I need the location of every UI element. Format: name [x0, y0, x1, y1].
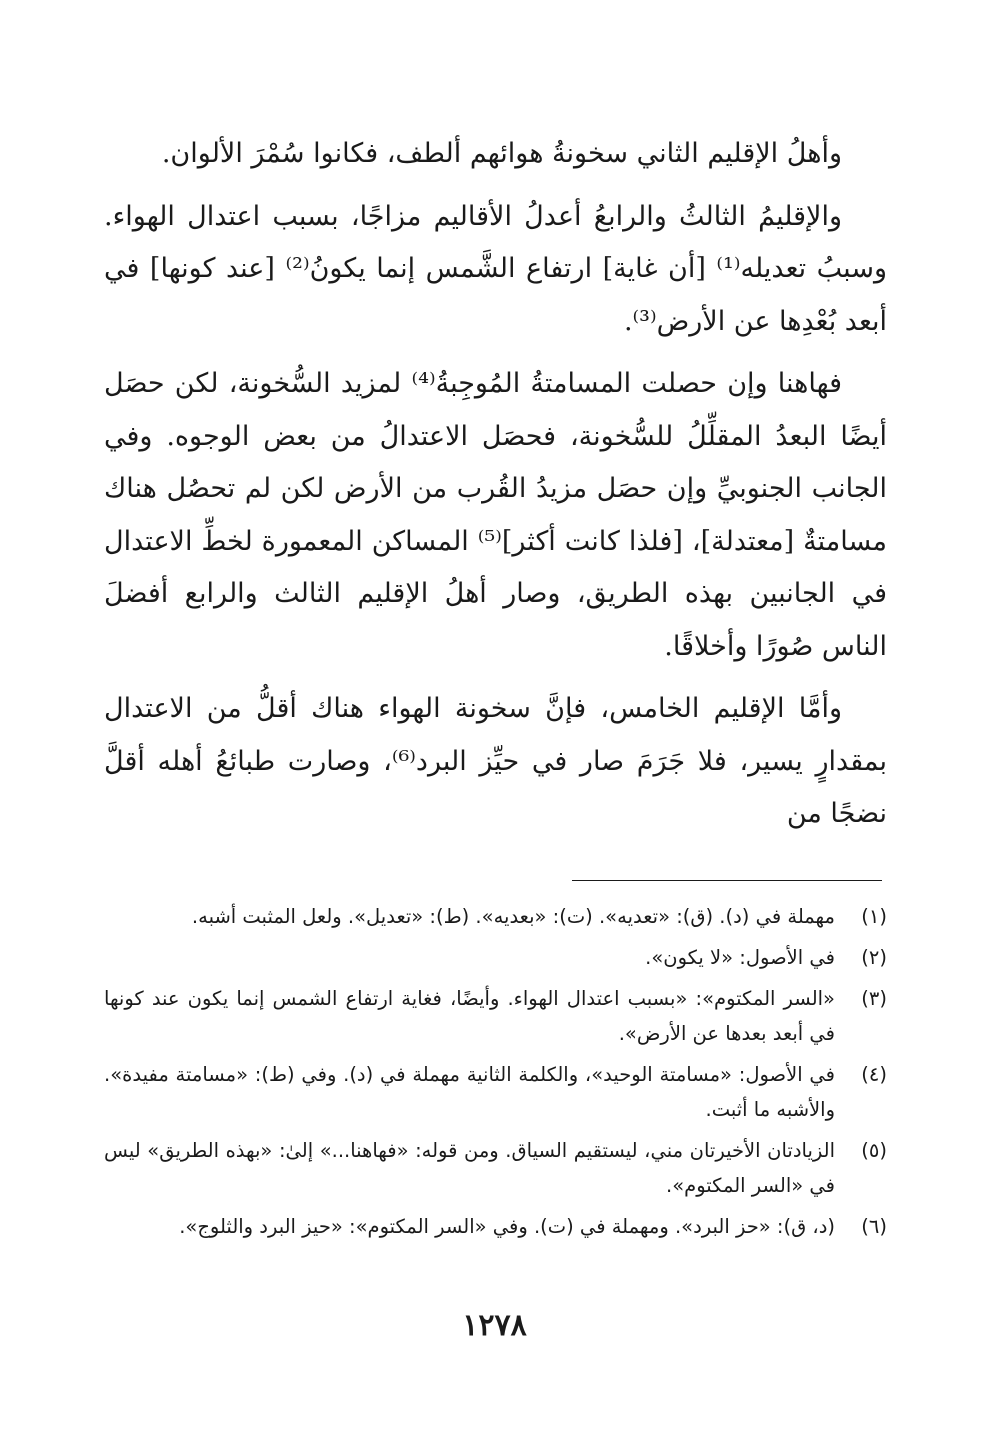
footnote	[104, 1209, 887, 1244]
footnote	[104, 1057, 887, 1127]
main-text	[104, 128, 887, 841]
footnote-number: (١)	[861, 905, 887, 928]
footnote	[104, 981, 887, 1051]
footnote-text: في الأصول: «مسامتة الوحيد»، والكلمة الثانية مهملة في (د). وفي (ط): «مسامتة مفيدة». والأشبه ما أثبت.	[104, 1063, 835, 1121]
footnote-number: (٥)	[861, 1139, 887, 1162]
footnote	[104, 940, 887, 975]
footnote-text: «السر المكتوم»: «بسبب اعتدال الهواء. وأيضًا، فغاية ارتفاع الشمس إنما يكون عند كونها في أبعد بعدها عن الأرض».	[104, 987, 835, 1045]
paragraph: فهاهنا وإن حصلت المسامتةُ المُوجِبةُ⁽⁴⁾ لمزيد السُّخونة، لكن حصَل أيضًا البعدُ المقلِّلُ للسُّخونة، فحصَل الاعتدالُ من بعض الوجوه. وفي الجانب الجنوبيِّ وإن حصَل مزيدُ القُرب من الأرض لكن لم تحصُل هناك مسامتةٌ [معتدلة]، [فلذا كانت أكثر]⁽⁵⁾ المساكن المعمورة لخطِّ الاعتدال في الجانبين بهذه الطريق، وصار أهلُ الإقليم الثالث والرابع أفضلَ الناس صُورًا وأخلاقًا.	[104, 368, 887, 662]
paragraph: وأمَّا الإقليم الخامس، فإنَّ سخونة الهواء هناك أقلُّ من الاعتدال بمقدارٍ يسير، فلا جَرَمَ صار في حيِّز البرد⁽⁶⁾، وصارت طبائعُ أهله أقلَّ نضجًا من	[104, 693, 887, 829]
footnote-text: في الأصول: «لا يكون».	[645, 946, 835, 969]
footnotes	[104, 899, 887, 1250]
footnote-number: (٤)	[861, 1063, 887, 1086]
footnote-number: (٢)	[861, 946, 887, 969]
footnote-number: (٣)	[861, 987, 887, 1010]
footnote-text: (د، ق): «حز البرد». ومهملة في (ت). وفي «السر المكتوم»: «حيز البرد والثلوج».	[179, 1215, 835, 1238]
footnote-number: (٦)	[861, 1215, 887, 1238]
footnote-text: مهملة في (د). (ق): «تعديه». (ت): «بعديه». (ط): «تعديل». ولعل المثبت أشبه.	[191, 905, 835, 928]
footnote	[104, 899, 887, 934]
footnote-divider	[572, 880, 882, 881]
footnote	[104, 1133, 887, 1203]
paragraph: وأهلُ الإقليم الثاني سخونةُ هوائهم ألطف، فكانوا سُمْرَ الألوان.	[161, 138, 842, 169]
page-number: ١٢٧٨	[462, 1308, 527, 1343]
paragraph: والإقليمُ الثالثُ والرابعُ أعدلُ الأقاليم مزاجًا، بسبب اعتدال الهواء. وسببُ تعديله⁽¹⁾ [أن غاية] ارتفاع الشَّمس إنما يكونُ⁽²⁾ [عند كونها] في أبعد بُعْدِها عن الأرض⁽³⁾.	[104, 200, 887, 337]
footnote-text: الزيادتان الأخيرتان مني، ليستقيم السياق. ومن قوله: «فهاهنا...» إلىٰ: «بهذه الطريق» ليس في «السر المكتوم».	[104, 1139, 835, 1197]
